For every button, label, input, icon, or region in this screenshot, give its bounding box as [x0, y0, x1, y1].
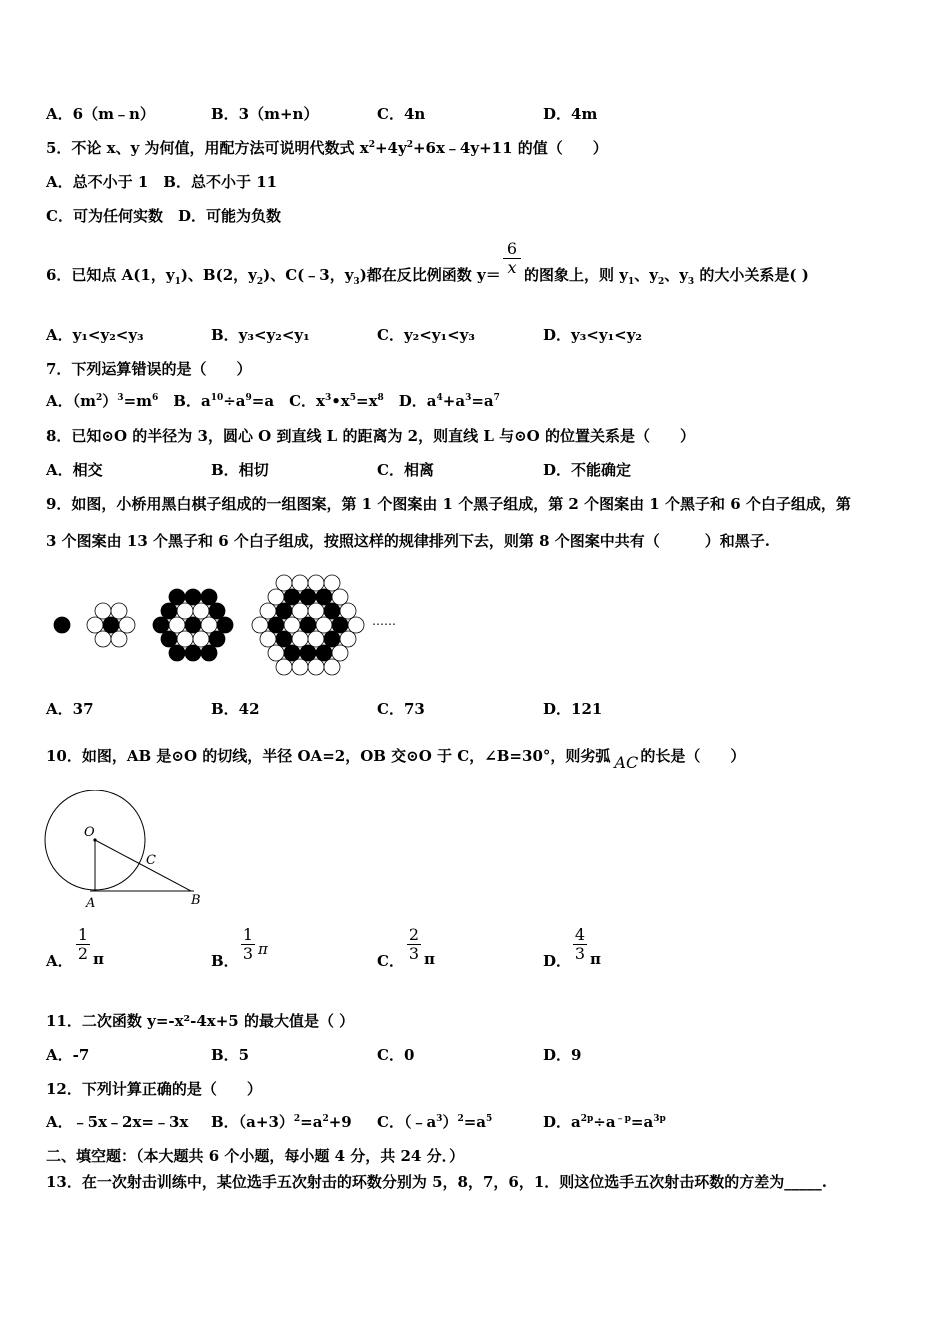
q7-stem: 7．下列运算错误的是（ ） [46, 360, 252, 378]
q6-stem-tail: 的图象上，则 $y_1$、$y_2$、$y_3$ 的大小关系是( ) [524, 266, 809, 287]
section2-heading: 二、填空题：（本大题共 6 个小题，每小题 4 分，共 24 分．） [46, 1147, 465, 1165]
q6-fraction: 6 x [503, 240, 521, 277]
q10-option-b-pi: π [258, 940, 268, 958]
q10-option-c: C． [377, 952, 404, 970]
label-a: A [86, 896, 96, 911]
q10-stem: 10．如图，AB 是⊙O 的切线，半径 OA=2，OB 交⊙O 于 C，∠B=30°，则劣弧 AC 的长是（ ） [46, 747, 746, 772]
figure2 [87, 603, 135, 647]
q10-option-b-fraction: 1 3 [242, 925, 254, 963]
q10-circle-tangent-figure [44, 790, 208, 912]
q8-option-a: A．相交 [46, 461, 103, 479]
q6-option-b: B．y₃<y₂<y₁ [211, 326, 310, 344]
label-b: B [191, 893, 201, 908]
q11-option-b: B．5 [211, 1046, 250, 1064]
q6-option-a: A．y₁<y₂<y₃ [46, 326, 144, 344]
segment-ob [95, 840, 191, 891]
q9-option-a: A．37 [46, 700, 94, 718]
q10-option-c-pi: π [424, 950, 435, 968]
q10-option-a: A． [46, 952, 73, 970]
q10-option-b: B． [211, 952, 239, 970]
arc-ac-label: AC [614, 753, 639, 772]
label-c: C [146, 853, 156, 868]
q11-option-c: C．0 [377, 1046, 415, 1064]
figure3 [153, 589, 233, 661]
q4-option-d: D．4m [543, 105, 598, 123]
q8-option-c: C．相离 [377, 461, 434, 479]
q11-option-a: A．-7 [46, 1046, 90, 1064]
q9-option-d: D．121 [543, 700, 603, 718]
q5-stem: 5．不论 x、y 为何值，用配方法可说明代数式 $x^2+4y^2+6x﹣4y+11$ 的值（ ） [46, 139, 608, 157]
q9-option-c: C．73 [377, 700, 425, 718]
figure4 [252, 575, 364, 675]
q12-stem: 12．下列计算正确的是（ ） [46, 1080, 262, 1098]
q12-option-c: C．$(﹣a^3)^2=a^5$ [377, 1113, 493, 1131]
q9-stem-line2: 3 个图案由 13 个黑子和 6 个白子组成，按照这样的规律排列下去，则第 8 个图案中共有（ ）和黑子. [46, 532, 770, 550]
q10-option-a-pi: π [93, 950, 104, 968]
q10-option-a-fraction: 1 2 [77, 925, 89, 963]
q4-option-c: C．4n [377, 105, 426, 123]
q12-option-d: D．$a^{2p}\div a^{﹣p}=a^{3p}$ [543, 1113, 666, 1131]
q8-stem: 8．已知⊙O 的半径为 3，圆心 O 到直线 L 的距离为 2，则直线 L 与⊙O 的位置关系是（ ） [46, 427, 695, 445]
q10-option-d: D． [543, 952, 572, 970]
q12-option-a: A．﹣5x﹣2x=﹣3x [46, 1113, 189, 1131]
q8-option-d: D．不能确定 [543, 461, 632, 479]
q5-options-line2: C．可为任何实数 D．可能为负数 [46, 207, 281, 225]
figure1-black-piece [54, 617, 70, 633]
q10-option-c-fraction: 2 3 [408, 925, 420, 963]
q12-option-b: B．$(a+3)^2=a^2+9$ [211, 1113, 352, 1131]
q9-ellipsis: …… [372, 614, 396, 628]
q5-options-line1: A．总不小于 1 B．总不小于 11 [46, 173, 278, 191]
label-o: O [84, 825, 95, 840]
q6-option-d: D．y₃<y₁<y₂ [543, 326, 643, 344]
q13-stem: 13．在一次射击训练中，某位选手五次射击的环数分别为 5，8，7，6，1．则这位选手五次射击环数的方差为_____. [46, 1173, 828, 1191]
q4-option-b: B．3（m+n） [211, 105, 319, 123]
q9-stem-line1: 9．如图，小桥用黑白棋子组成的一组图案，第 1 个图案由 1 个黑子组成，第 2 个图案由 1 个黑子和 6 个白子组成，第 [46, 495, 851, 513]
q6-stem: 6．已知点 A(1，$y_1$)、B(2，$y_2$)、C(﹣3，$y_3$)都在反比例函数 y＝ [46, 266, 501, 287]
q9-option-b: B．42 [211, 700, 260, 718]
q9-go-pieces-figure [40, 570, 460, 680]
q8-option-b: B．相切 [211, 461, 269, 479]
q10-option-d-pi: π [590, 950, 601, 968]
q6-option-c: C．y₂<y₁<y₃ [377, 326, 475, 344]
q10-option-d-fraction: 4 3 [574, 925, 586, 963]
q11-option-d: D．9 [543, 1046, 582, 1064]
q11-stem: 11．二次函数 y=-x²-4x+5 的最大值是（ ） [46, 1012, 355, 1030]
q4-option-a: A．6（m﹣n） [46, 105, 155, 123]
q7-options: A．$(m^2)^3=m^6$ B．$a^{10}\div a^9=a$ C．$x^3•x^5=x^8$ D．$a^4+a^3=a^7$ [46, 392, 500, 410]
